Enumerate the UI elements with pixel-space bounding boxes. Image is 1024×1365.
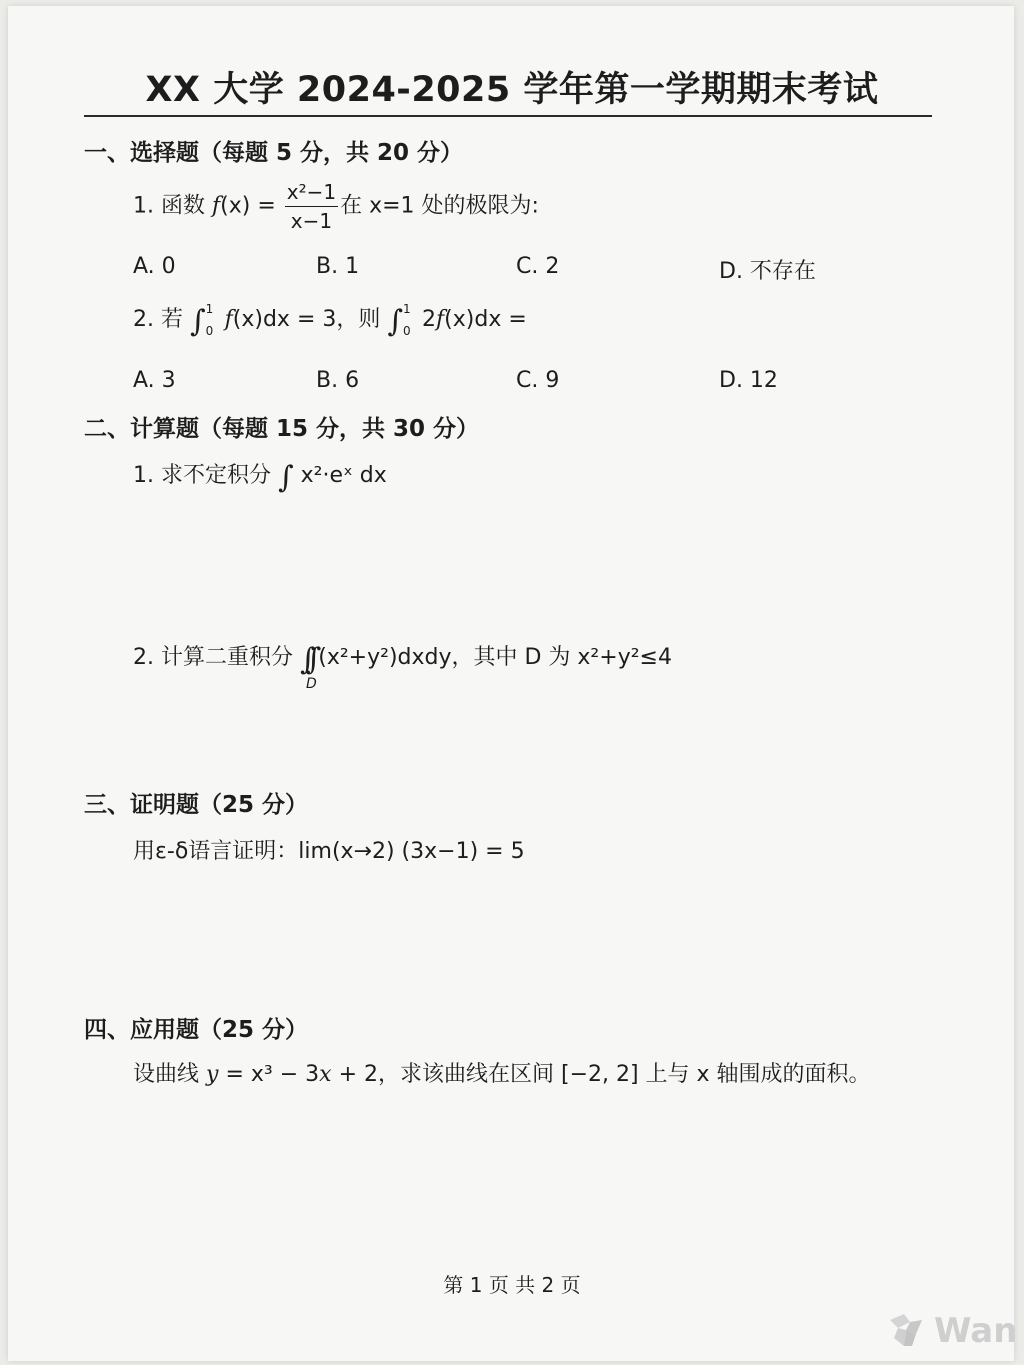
q2-option-c: C. 9	[516, 368, 560, 393]
section-2-question-1	[133, 458, 387, 495]
double-integral-region: D	[305, 676, 317, 692]
exam-title: XX 大学 2024-2025 学年第一学期期末考试	[145, 70, 879, 110]
title-divider	[84, 115, 932, 117]
q1-fraction-denominator: x−1	[290, 209, 333, 233]
s2q1-prefix: 1. 求不定积分	[133, 463, 271, 488]
double-integral-sign: ∫∫ D	[299, 642, 317, 692]
watermark-logo-icon	[884, 1308, 928, 1352]
integral-lower-limit: 0	[403, 324, 411, 338]
integral-sign: ∫	[387, 304, 404, 339]
section-1-question-1	[133, 180, 539, 233]
integral-limits	[403, 302, 415, 338]
q2-option-d: D. 12	[719, 368, 778, 393]
q1-function-name: f	[211, 193, 221, 219]
s4-x-var: x	[319, 1062, 332, 1087]
watermark-text: Wan	[934, 1311, 1018, 1351]
s4-prefix: 设曲线	[133, 1062, 200, 1087]
q2-option-b: B. 6	[316, 368, 360, 393]
q1-option-b: B. 1	[316, 254, 360, 279]
s4-suffix: + 2，求该曲线在区间 [−2, 2] 上与 x 轴围成的面积。	[338, 1062, 871, 1087]
integral-sign: ∫	[189, 304, 206, 339]
q1-fraction-numerator: x²−1	[285, 180, 338, 207]
q1-suffix: 在 x=1 处的极限为:	[340, 193, 539, 219]
q2-prefix: 2. 若	[133, 307, 183, 332]
q2-function-name-2: f	[436, 307, 445, 332]
s2q2-expression: (x²+y²)dxdy，其中 D 为 x²+y²≤4	[318, 645, 672, 670]
watermark	[884, 1308, 1017, 1352]
q1-option-c: C. 2	[516, 254, 560, 279]
section-1-heading: 一、选择题（每题 5 分，共 20 分）	[84, 140, 464, 166]
integral-upper-limit: 1	[205, 302, 214, 316]
section-4-heading: 四、应用题（25 分）	[84, 1017, 309, 1043]
integral-upper-limit: 1	[403, 302, 411, 316]
section-3-question: 用ε-δ语言证明：lim(x→2) (3x−1) = 5	[133, 839, 525, 864]
integral-sign: ∫	[277, 460, 294, 495]
section-2-heading: 二、计算题（每题 15 分，共 30 分）	[84, 416, 480, 442]
q1-function-arg: (x) =	[220, 193, 276, 219]
section-3-heading: 三、证明题（25 分）	[84, 792, 309, 818]
q1-option-a: A. 0	[133, 254, 176, 279]
q1-prefix: 1. 函数	[133, 193, 205, 219]
q2-tail: (x)dx =	[444, 307, 527, 332]
q2-mid: (x)dx = 3，则	[232, 307, 381, 332]
q2-option-a: A. 3	[133, 368, 176, 393]
q2-coefficient: 2	[422, 307, 437, 332]
s2q2-prefix: 2. 计算二重积分	[133, 645, 293, 670]
section-4-question	[133, 1057, 871, 1088]
q1-option-d: D. 不存在	[719, 259, 816, 284]
page-number: 第 1 页 共 2 页	[443, 1273, 581, 1297]
section-2-question-2	[133, 640, 672, 692]
s2q1-expression: x²·eˣ dx	[300, 463, 387, 488]
integral-limits	[205, 302, 218, 338]
s4-eq-mid: = x³ − 3	[225, 1062, 320, 1087]
q2-function-name: f	[224, 307, 233, 332]
s4-y-var: y	[206, 1062, 219, 1087]
integral-lower-limit: 0	[205, 324, 214, 338]
q1-fraction	[285, 180, 338, 233]
section-1-question-2	[133, 302, 527, 339]
